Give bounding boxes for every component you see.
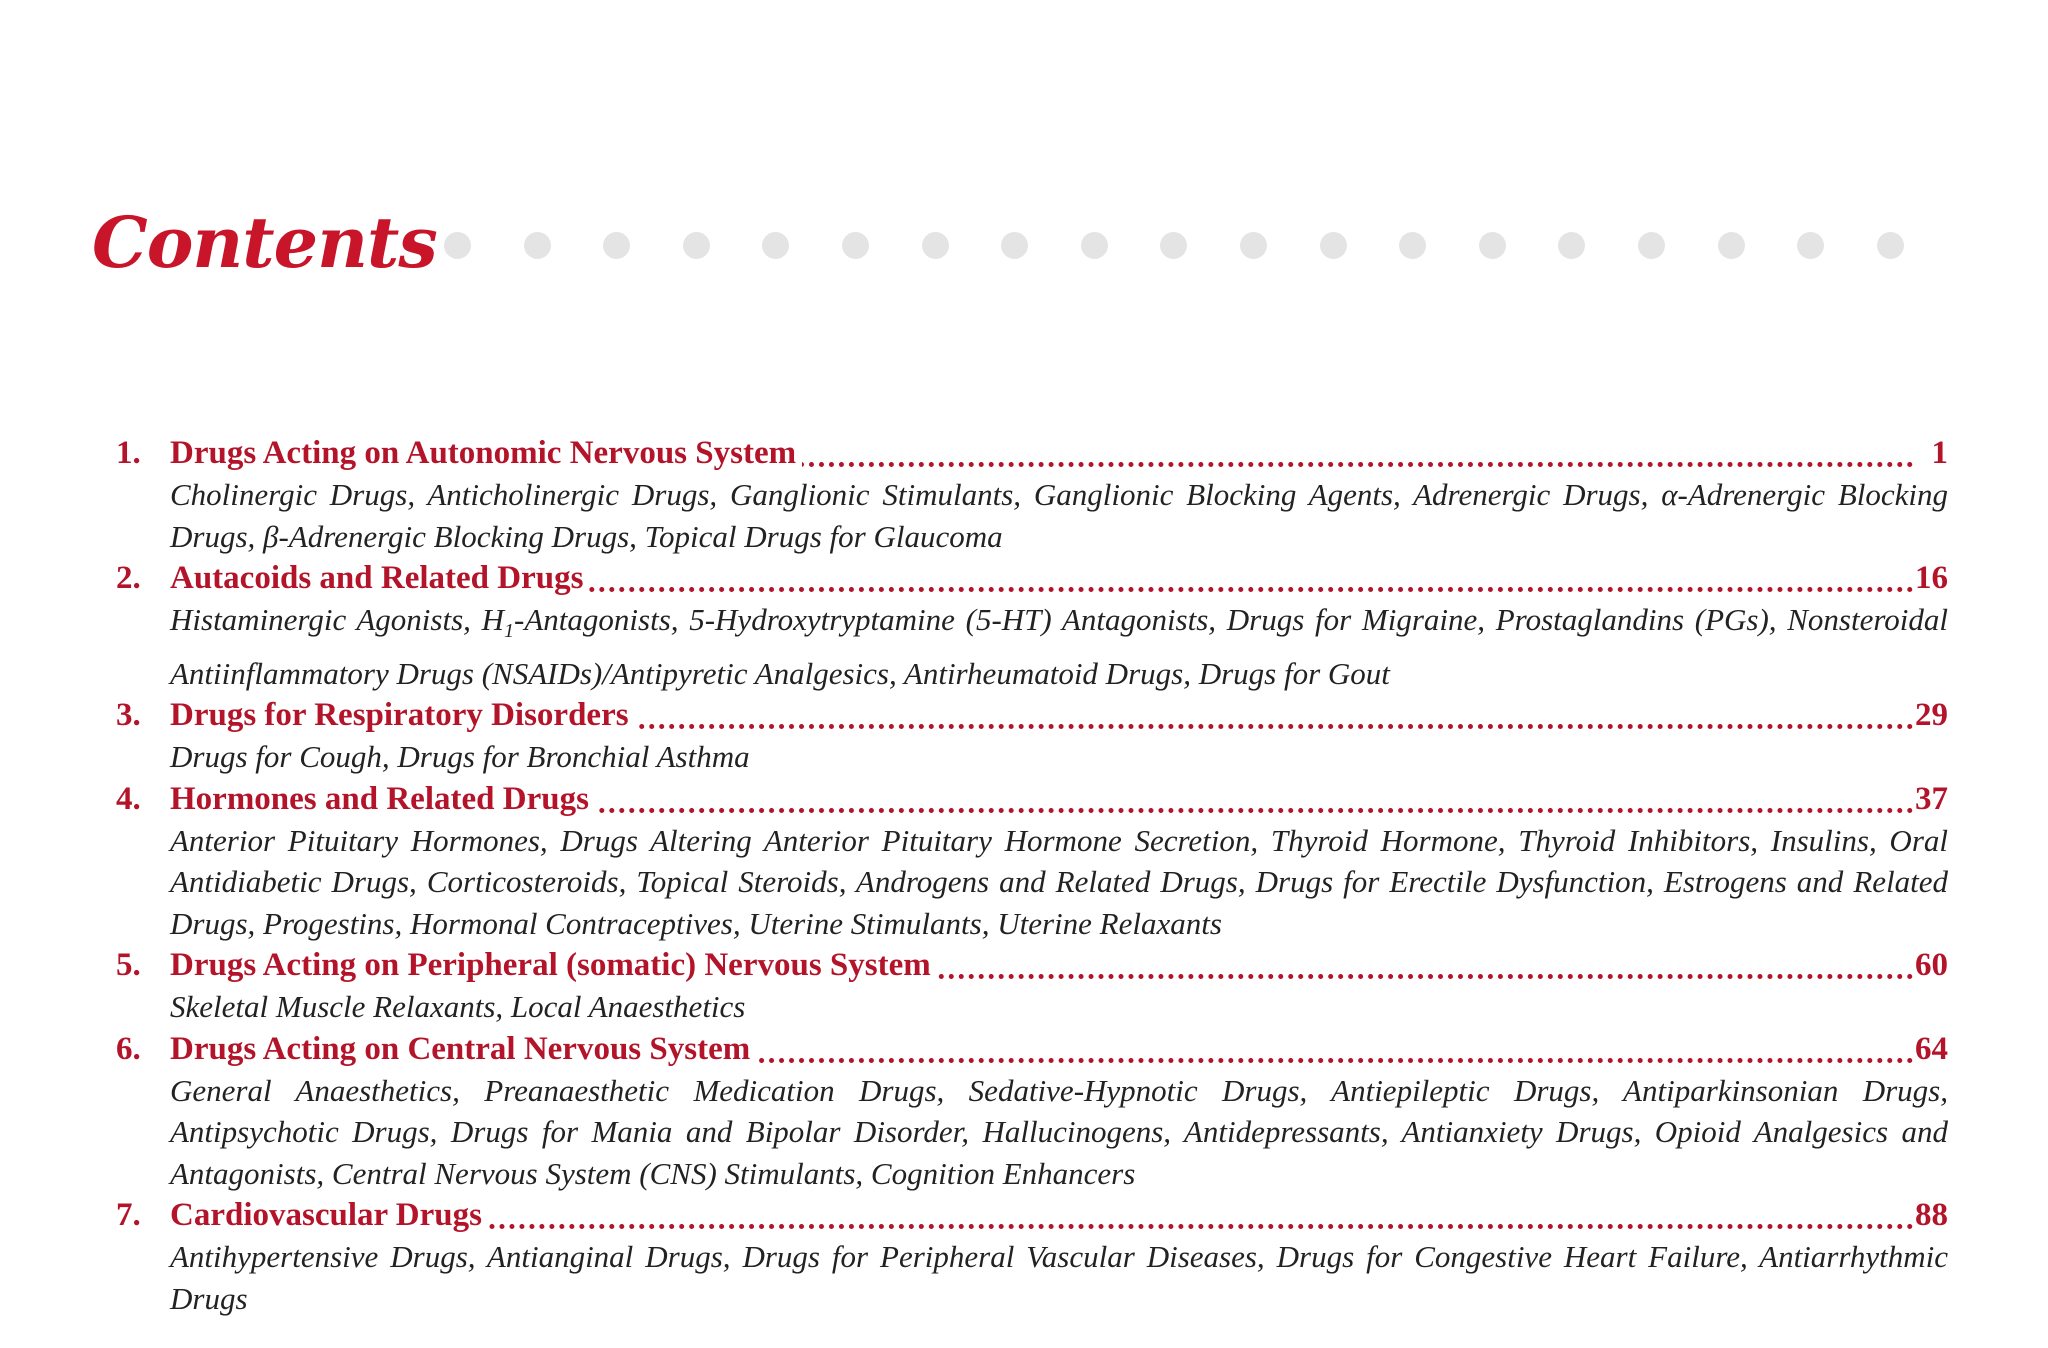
decorative-dot (762, 232, 789, 259)
chapter-heading[interactable] (116, 432, 1948, 474)
chapter-number: 5. (116, 947, 141, 984)
chapter-heading[interactable] (116, 1028, 1948, 1070)
decorative-dot (922, 232, 949, 259)
toc-entry-5[interactable] (116, 944, 1948, 1028)
decorative-dot (1877, 232, 1904, 259)
decorative-dot (1399, 232, 1426, 259)
decorative-dot (444, 232, 471, 259)
chapter-number: 2. (116, 560, 141, 596)
chapter-heading[interactable] (116, 1194, 1948, 1236)
chapter-heading[interactable] (116, 557, 1948, 599)
chapter-heading[interactable] (116, 778, 1948, 820)
chapter-page-number: 29 (1913, 694, 1948, 736)
chapter-page-number: 88 (1913, 1194, 1948, 1236)
chapter-page-number: 64 (1913, 1028, 1948, 1070)
chapter-title[interactable]: Drugs Acting on Peripheral (somatic) Nervous System (170, 947, 937, 983)
chapter-title[interactable]: Drugs for Respiratory Disorders (170, 697, 635, 733)
toc-entry-4[interactable] (116, 778, 1948, 945)
chapter-page-number: 60 (1913, 944, 1948, 986)
toc-entry-3[interactable] (116, 694, 1948, 778)
table-of-contents (116, 432, 1948, 1319)
decorative-dot (1558, 232, 1585, 259)
toc-entry-2[interactable] (116, 557, 1948, 694)
chapter-number: 4. (116, 780, 141, 817)
chapter-subtopics: Histaminergic Agonists, $H_1$-Antagonists, 5-Hydroxytryptamine (5-HT) Antagonists, Drugs for Migraine, Prostaglandins (PGs), Nonsteroidal Antiinflammatory Drugs (NSAIDs)/Antipyretic Analgesics, Antirheumatoid Drugs, Drugs for Gout (170, 602, 1949, 691)
chapter-title[interactable]: Cardiovascular Drugs (170, 1197, 488, 1233)
chapter-title[interactable]: Drugs Acting on Autonomic Nervous System (170, 435, 802, 471)
chapter-page-number: 1 (1930, 432, 1949, 474)
decorative-dot (842, 232, 869, 259)
chapter-heading[interactable] (116, 944, 1948, 986)
decorative-dot (1081, 232, 1108, 259)
page-title: Contents (92, 201, 437, 284)
decorative-dot (1718, 232, 1745, 259)
decorative-dot (1320, 232, 1347, 259)
contents-header (92, 188, 1992, 298)
chapter-heading[interactable] (116, 694, 1948, 736)
decorative-dot (1240, 232, 1267, 259)
chapter-subtopics: General Anaesthetics, Preanaesthetic Medication Drugs, Sedative-Hypnotic Drugs, Antiepileptic Drugs, Antiparkinsonian Drugs, Antipsychotic Drugs, Drugs for Mania and Bipolar Disorder, Hallucinogens, Antidepressants, Antianxiety Drugs, Opioid Analgesics and Antagonists, Central Nervous System (CNS) Stimulants, Cognition Enhancers (170, 1072, 1948, 1191)
decorative-dot (1001, 232, 1028, 259)
decorative-dot (683, 232, 710, 259)
chapter-number: 7. (116, 1197, 141, 1234)
chapter-subtopics: Anterior Pituitary Hormones, Drugs Altering Anterior Pituitary Hormone Secretion, Thyroid Hormone, Thyroid Inhibitors, Insulins, Oral Antidiabetic Drugs, Corticosteroids, Topical Steroids, Androgens and Related Drugs, Drugs for Erectile Dysfunction, Estrogens and Related Drugs, Progestins, Hormonal Contraceptives, Uterine Stimulants, Uterine Relaxants (170, 822, 1948, 941)
chapter-title[interactable]: Autacoids and Related Drugs (170, 560, 589, 596)
toc-entry-6[interactable] (116, 1028, 1948, 1195)
decorative-dot (1638, 232, 1665, 259)
decorative-dot (1160, 232, 1187, 259)
decorative-dot (1479, 232, 1506, 259)
chapter-page-number: 16 (1913, 557, 1948, 599)
chapter-subtopics: Drugs for Cough, Drugs for Bronchial Asthma (170, 739, 750, 775)
chapter-title[interactable]: Hormones and Related Drugs (170, 781, 595, 817)
chapter-subtopics: Cholinergic Drugs, Anticholinergic Drugs, Ganglionic Stimulants, Ganglionic Blocking Agents, Adrenergic Drugs, α-Adrenergic Blocking Drugs, β-Adrenergic Blocking Drugs, Topical Drugs for Glaucoma (170, 477, 1948, 554)
chapter-number: 1. (116, 435, 141, 471)
chapter-number: 6. (116, 1030, 141, 1067)
decorative-dot (1797, 232, 1824, 259)
decorative-dot (603, 232, 630, 259)
decorative-dot (524, 232, 551, 259)
chapter-title[interactable]: Drugs Acting on Central Nervous System (170, 1031, 756, 1067)
decorative-dot-row (444, 232, 2004, 262)
toc-entry-7[interactable] (116, 1194, 1948, 1319)
chapter-subtopics: Antihypertensive Drugs, Antianginal Drugs, Drugs for Peripheral Vascular Diseases, Drugs for Congestive Heart Failure, Antiarrhythmic Drugs (170, 1239, 1948, 1316)
chapter-number: 3. (116, 697, 141, 734)
chapter-page-number: 37 (1913, 778, 1948, 820)
chapter-subtopics: Skeletal Muscle Relaxants, Local Anaesthetics (170, 989, 746, 1025)
toc-entry-1[interactable] (116, 432, 1948, 557)
